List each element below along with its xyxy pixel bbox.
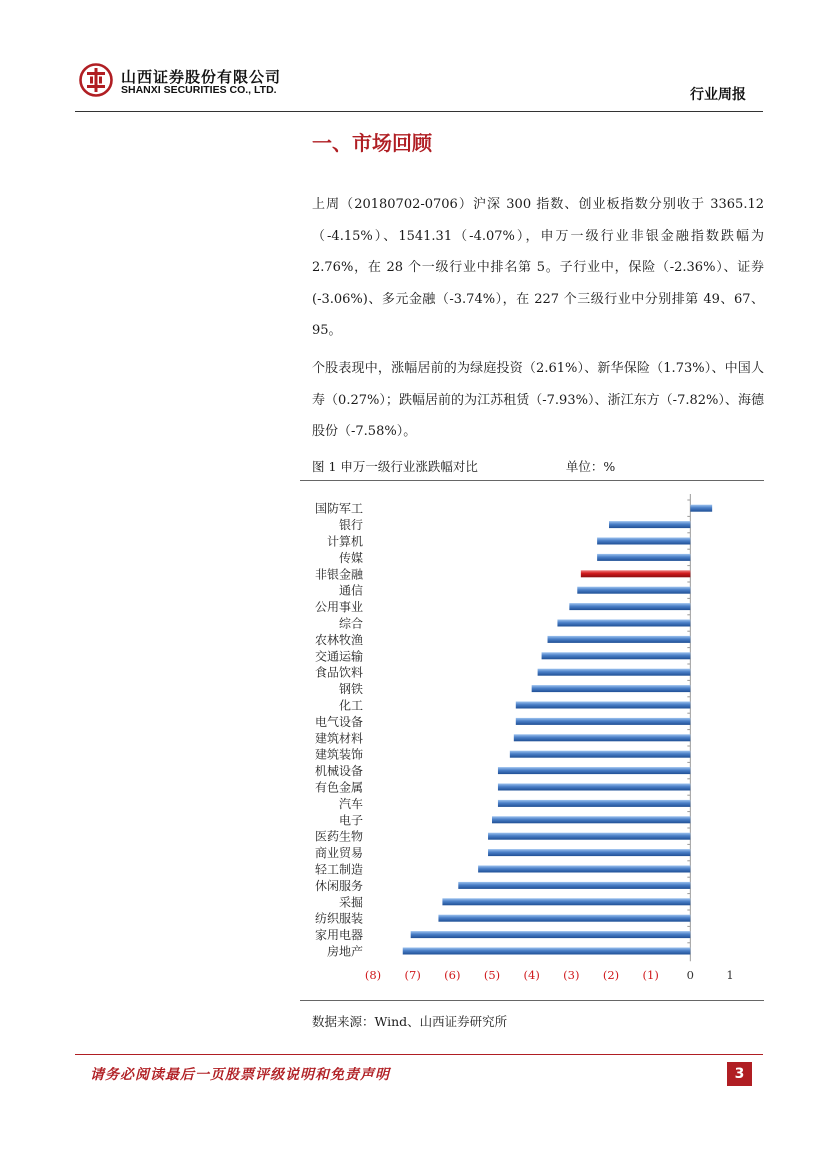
chart-category-label: 房地产 (326, 944, 363, 959)
chart-bar (442, 898, 690, 905)
chart-tick-label: 0 (686, 968, 694, 983)
disclaimer: 请务必阅读最后一页股票评级说明和免责声明 (90, 1067, 390, 1083)
chart-bar (609, 521, 690, 528)
chart-bar (403, 948, 691, 955)
paragraph-market-review: 上周（20180702-0706）沪深 300 指数、创业板指数分别收于 3365.12（-4.15%）、1541.31（-4.07%），申万一级行业非银金融指数跌幅为 2.76%，在 28 个一级行业中排名第 5。子行业中，保险（-2.36%）、证券(-3.06%)、多元金融（-3.74%），在 227 个三级行业中分别排第 49、67、95。 (312, 197, 764, 339)
chart-category-label: 建筑装饰 (314, 747, 363, 762)
chart-category-label: 电子 (338, 813, 363, 828)
chart-category-label: 建筑材料 (314, 731, 363, 746)
chart-category-label: 医药生物 (314, 829, 363, 844)
chart-bar (577, 587, 690, 594)
chart-bar (557, 620, 690, 627)
chart-bar (538, 669, 691, 676)
chart-tick-label: (8) (364, 968, 382, 983)
report-type: 行业周报 (690, 87, 746, 103)
chart-bar (498, 784, 690, 791)
chart-category-label: 非银金融 (314, 567, 363, 582)
chart-category-label: 银行 (338, 518, 363, 533)
chart-bar (514, 734, 691, 741)
figure-bottom-rule (300, 1000, 764, 1001)
chart-bar (581, 570, 690, 577)
chart-tick-label: (7) (404, 968, 421, 983)
figure-top-rule (300, 480, 764, 481)
chart-bar (569, 603, 690, 610)
chart-bar (548, 636, 691, 643)
chart-bar (488, 849, 690, 856)
chart-category-label: 钢铁 (338, 682, 363, 697)
page-number: 3 (727, 1062, 752, 1086)
chart-category-label: 综合 (338, 616, 363, 631)
chart-bar (542, 652, 691, 659)
chart-category-label: 有色金属 (314, 780, 363, 795)
figure-title: 图 1 申万一级行业涨跌幅对比 (312, 459, 478, 474)
chart-category-label: 公用事业 (314, 600, 363, 615)
chart-category-label: 家用电器 (314, 928, 363, 943)
chart-bar (411, 931, 691, 938)
chart-tick-label: (1) (642, 968, 659, 983)
chart-bar (532, 685, 691, 692)
chart-bar (510, 751, 690, 758)
chart-bar (516, 702, 691, 709)
chart-category-label: 机械设备 (314, 764, 363, 779)
chart-tick-label: (5) (483, 968, 501, 983)
chart-category-label: 农林牧渔 (314, 632, 363, 647)
chart-bar (498, 800, 690, 807)
chart-category-label: 通信 (338, 583, 363, 598)
chart-category-label: 交通运输 (314, 649, 363, 664)
company-name-en: SHANXI SECURITIES CO., LTD. (121, 84, 277, 96)
chart-bar (438, 915, 690, 922)
chart-category-label: 采掘 (338, 895, 363, 910)
chart-bar (478, 866, 690, 873)
chart-category-label: 轻工制造 (314, 862, 363, 877)
chart-bar (492, 816, 690, 823)
figure-caption (312, 457, 615, 475)
chart-category-label: 纺织服装 (314, 911, 363, 926)
header-divider (75, 111, 763, 112)
section-title: 一、市场回顾 (312, 131, 432, 155)
chart-category-label: 汽车 (338, 796, 363, 811)
chart-bar (516, 718, 691, 725)
chart-category-label: 电气设备 (314, 714, 363, 729)
figure-unit: 单位：% (565, 459, 616, 474)
chart-bar (597, 554, 690, 561)
chart-tick-label: (3) (563, 968, 580, 983)
chart-bar (498, 767, 690, 774)
paragraph-stock-performance: 个股表现中，涨幅居前的为绿庭投资（2.61%）、新华保险（1.73%）、中国人寿（0.27%）；跌幅居前的为江苏租赁（-7.93%）、浙江东方（-7.82%）、海德股份（-7.58%）。 (312, 361, 764, 440)
chart-category-label: 休闲服务 (314, 878, 363, 893)
chart-bar (488, 833, 690, 840)
footer-divider (75, 1054, 763, 1055)
company-name-cn: 山西证券股份有限公司 (121, 68, 282, 86)
chart-bar (597, 538, 690, 545)
chart-bar (458, 882, 690, 889)
chart-tick-label: (6) (444, 968, 461, 983)
chart-category-label: 食品饮料 (314, 665, 363, 680)
chart-tick-label: (2) (602, 968, 620, 983)
chart-category-label: 计算机 (326, 534, 363, 549)
chart-category-label: 化工 (338, 698, 363, 713)
chart-category-label: 商业贸易 (314, 846, 363, 861)
chart-bar (690, 505, 712, 512)
chart-tick-label: (4) (523, 968, 540, 983)
company-logo (79, 63, 113, 97)
industry-change-chart (300, 482, 764, 998)
chart-category-label: 传媒 (338, 550, 363, 565)
chart-tick-label: 1 (726, 968, 734, 983)
source-note: 数据来源：Wind、山西证券研究所 (312, 1014, 508, 1029)
chart-category-label: 国防军工 (314, 501, 363, 516)
